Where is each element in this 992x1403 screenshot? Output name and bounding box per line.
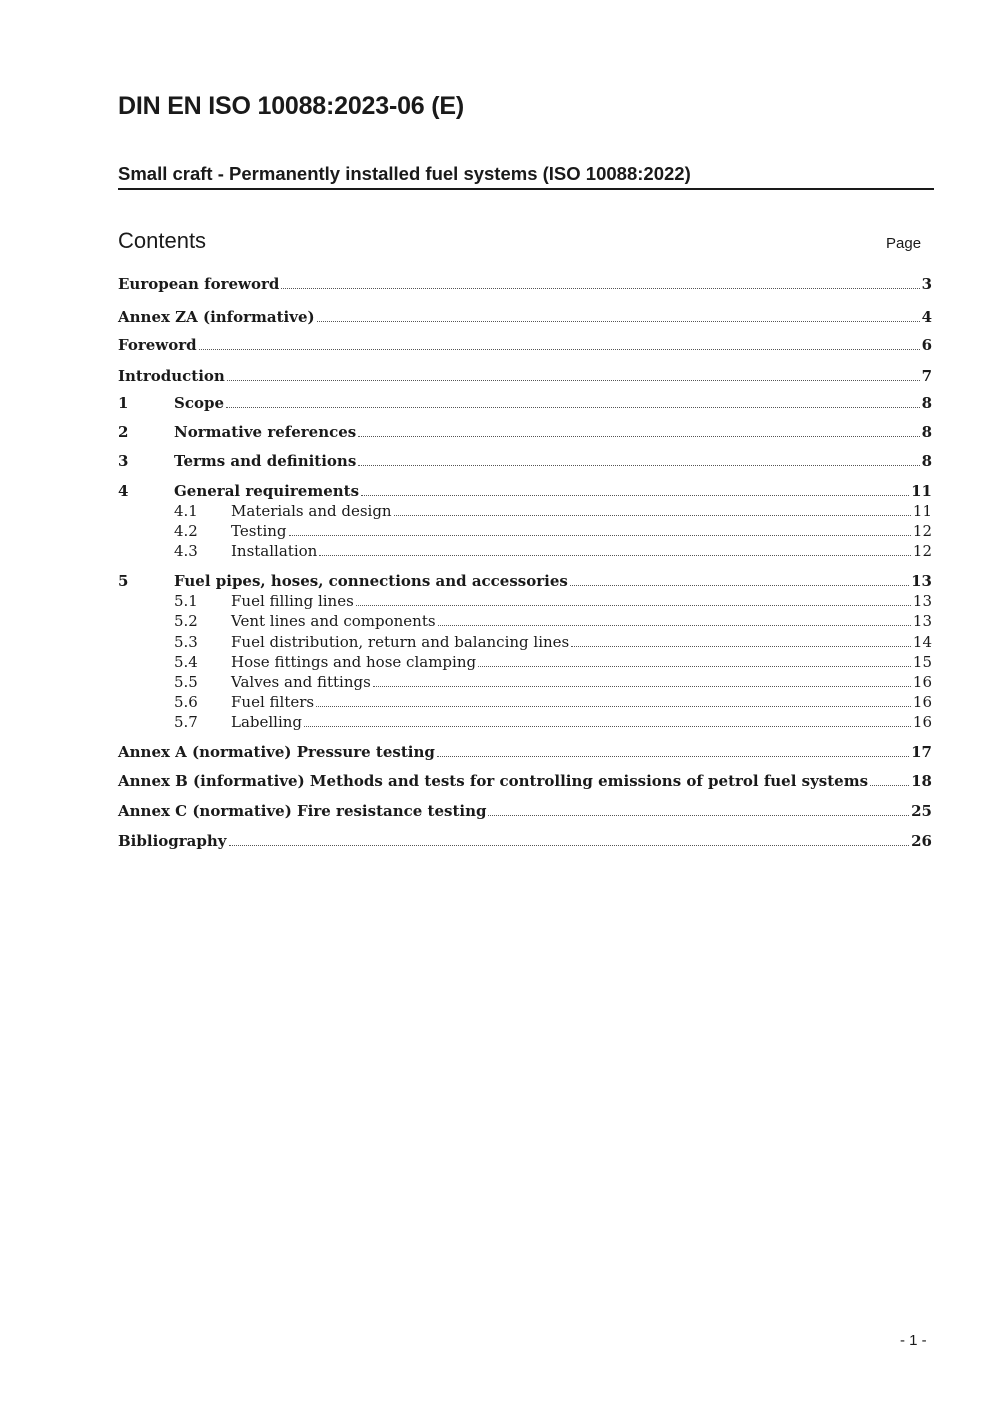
toc-entry-number: 4.3: [174, 542, 198, 560]
toc-dot-leader: [304, 725, 911, 727]
toc-entry-page: 6: [921, 336, 932, 354]
toc-entry-title: Fuel filling lines: [231, 592, 354, 610]
toc-dot-leader: [356, 604, 911, 606]
toc-entry-number: 5.2: [174, 612, 198, 630]
toc-entry[interactable]: [118, 712, 932, 732]
toc-entry[interactable]: [118, 801, 932, 821]
toc-entry-page: 15: [912, 653, 932, 671]
toc-entry-page: 3: [921, 275, 932, 293]
toc-entry[interactable]: [118, 541, 932, 561]
toc-entry-page: 8: [921, 423, 932, 441]
toc-entry-title: Introduction: [118, 367, 225, 385]
toc-dot-leader: [373, 685, 911, 687]
toc-entry-title: Scope: [174, 394, 225, 412]
toc-dot-leader: [361, 494, 909, 496]
toc-entry-page: 14: [912, 633, 932, 651]
toc-dot-leader: [870, 784, 909, 786]
toc-entry[interactable]: [118, 571, 932, 591]
toc-entry-page: 4: [921, 308, 932, 326]
toc-entry-number: 3: [118, 452, 129, 470]
toc-entry-page: 11: [911, 482, 932, 500]
toc-entry-title: Fuel distribution, return and balancing lines: [231, 633, 570, 651]
toc-entry[interactable]: [118, 393, 932, 413]
toc-entry-number: 2: [118, 423, 129, 441]
toc-entry-page: 16: [912, 673, 932, 691]
toc-entry-page: 13: [911, 572, 932, 590]
toc-entry-number: 4.1: [174, 502, 198, 520]
toc-entry[interactable]: [118, 274, 932, 294]
toc-entry-page: 8: [921, 452, 932, 470]
toc-entry-title: Labelling: [231, 713, 303, 731]
toc-entry-title: Annex A (normative) Pressure testing: [118, 743, 435, 761]
toc-entry-title: Vent lines and components: [231, 612, 436, 630]
toc-entry-number: 5.1: [174, 592, 198, 610]
toc-entry-page: 7: [921, 367, 932, 385]
toc-dot-leader: [317, 320, 920, 322]
toc-dot-leader: [437, 755, 909, 757]
toc-dot-leader: [358, 464, 919, 466]
toc-entry-page: 12: [912, 542, 932, 560]
toc-entry-page: 16: [912, 693, 932, 711]
toc-entry-title: Installation: [231, 542, 318, 560]
toc-entry[interactable]: [118, 335, 932, 355]
toc-dot-leader: [488, 814, 909, 816]
toc-entry[interactable]: [118, 422, 932, 442]
toc-entry-number: 1: [118, 394, 129, 412]
toc-dot-leader: [281, 287, 919, 289]
toc-entry-number: 5.4: [174, 653, 198, 671]
toc-entry[interactable]: [118, 307, 932, 327]
toc-entry[interactable]: [118, 672, 932, 692]
toc-dot-leader: [229, 844, 910, 846]
document-subtitle: Small craft - Permanently installed fuel systems (ISO 10088:2022): [118, 163, 934, 190]
toc-entry-title: Fuel pipes, hoses, connections and accessories: [174, 572, 568, 590]
toc-dot-leader: [478, 665, 911, 667]
toc-entry-title: Materials and design: [231, 502, 392, 520]
toc-dot-leader: [358, 435, 919, 437]
toc-dot-leader: [438, 624, 911, 626]
toc-entry[interactable]: [118, 366, 932, 386]
toc-entry-title: Terms and definitions: [174, 452, 357, 470]
toc-entry[interactable]: [118, 632, 932, 652]
footer-page-number: - 1 -: [900, 1332, 927, 1349]
toc-entry-title: Valves and fittings: [231, 673, 371, 691]
toc-entry-title: Testing: [231, 522, 287, 540]
toc-entry-number: 5: [118, 572, 129, 590]
toc-entry-page: 17: [911, 743, 932, 761]
toc-entry-title: Foreword: [118, 336, 197, 354]
toc-entry-number: 5.6: [174, 693, 198, 711]
toc-dot-leader: [227, 379, 920, 381]
toc-entry[interactable]: [118, 692, 932, 712]
toc-entry-page: 11: [912, 502, 932, 520]
contents-heading: Contents: [118, 228, 207, 253]
toc-dot-leader: [394, 514, 911, 516]
toc-entry-page: 18: [911, 772, 932, 790]
toc-entry-title: Annex ZA (informative): [118, 308, 315, 326]
toc-entry-title: European foreword: [118, 275, 280, 293]
toc-dot-leader: [316, 705, 911, 707]
toc-dot-leader: [226, 406, 920, 408]
toc-entry-page: 13: [912, 592, 932, 610]
toc-entry-title: Annex B (informative) Methods and tests for controlling emissions of petrol fuel systems: [118, 772, 869, 790]
toc-entry-title: Bibliography: [118, 832, 227, 850]
toc-entry[interactable]: [118, 831, 932, 851]
toc-entry[interactable]: [118, 591, 932, 611]
page-column-label: Page: [886, 235, 922, 252]
toc-entry[interactable]: [118, 611, 932, 631]
toc-entry-title: General requirements: [174, 482, 360, 500]
document-title: DIN EN ISO 10088:2023-06 (E): [118, 92, 464, 120]
toc-dot-leader: [571, 645, 911, 647]
toc-entry-title: Fuel filters: [231, 693, 315, 711]
toc-entry[interactable]: [118, 742, 932, 762]
toc-entry-number: 5.7: [174, 713, 198, 731]
toc-entry-number: 4: [118, 482, 129, 500]
toc-entry[interactable]: [118, 652, 932, 672]
toc-entry-number: 4.2: [174, 522, 198, 540]
toc-dot-leader: [570, 584, 909, 586]
toc-entry[interactable]: [118, 451, 932, 471]
toc-dot-leader: [289, 534, 911, 536]
toc-entry-title: Annex C (normative) Fire resistance testing: [118, 802, 487, 820]
toc-dot-leader: [199, 348, 920, 350]
toc-dot-leader: [319, 554, 911, 556]
toc-entry-number: 5.5: [174, 673, 198, 691]
toc-entry-page: 8: [921, 394, 932, 412]
toc-entry-title: Normative references: [174, 423, 357, 441]
toc-entry[interactable]: [118, 481, 932, 501]
toc-entry-title: Hose fittings and hose clamping: [231, 653, 477, 671]
toc-entry-page: 26: [911, 832, 932, 850]
toc-entry-page: 13: [912, 612, 932, 630]
toc-entry-number: 5.3: [174, 633, 198, 651]
toc-entry-page: 25: [911, 802, 932, 820]
toc-entry[interactable]: [118, 501, 932, 521]
toc-entry[interactable]: [118, 521, 932, 541]
toc-entry[interactable]: [118, 771, 932, 791]
toc-entry-page: 12: [912, 522, 932, 540]
toc-entry-page: 16: [912, 713, 932, 731]
